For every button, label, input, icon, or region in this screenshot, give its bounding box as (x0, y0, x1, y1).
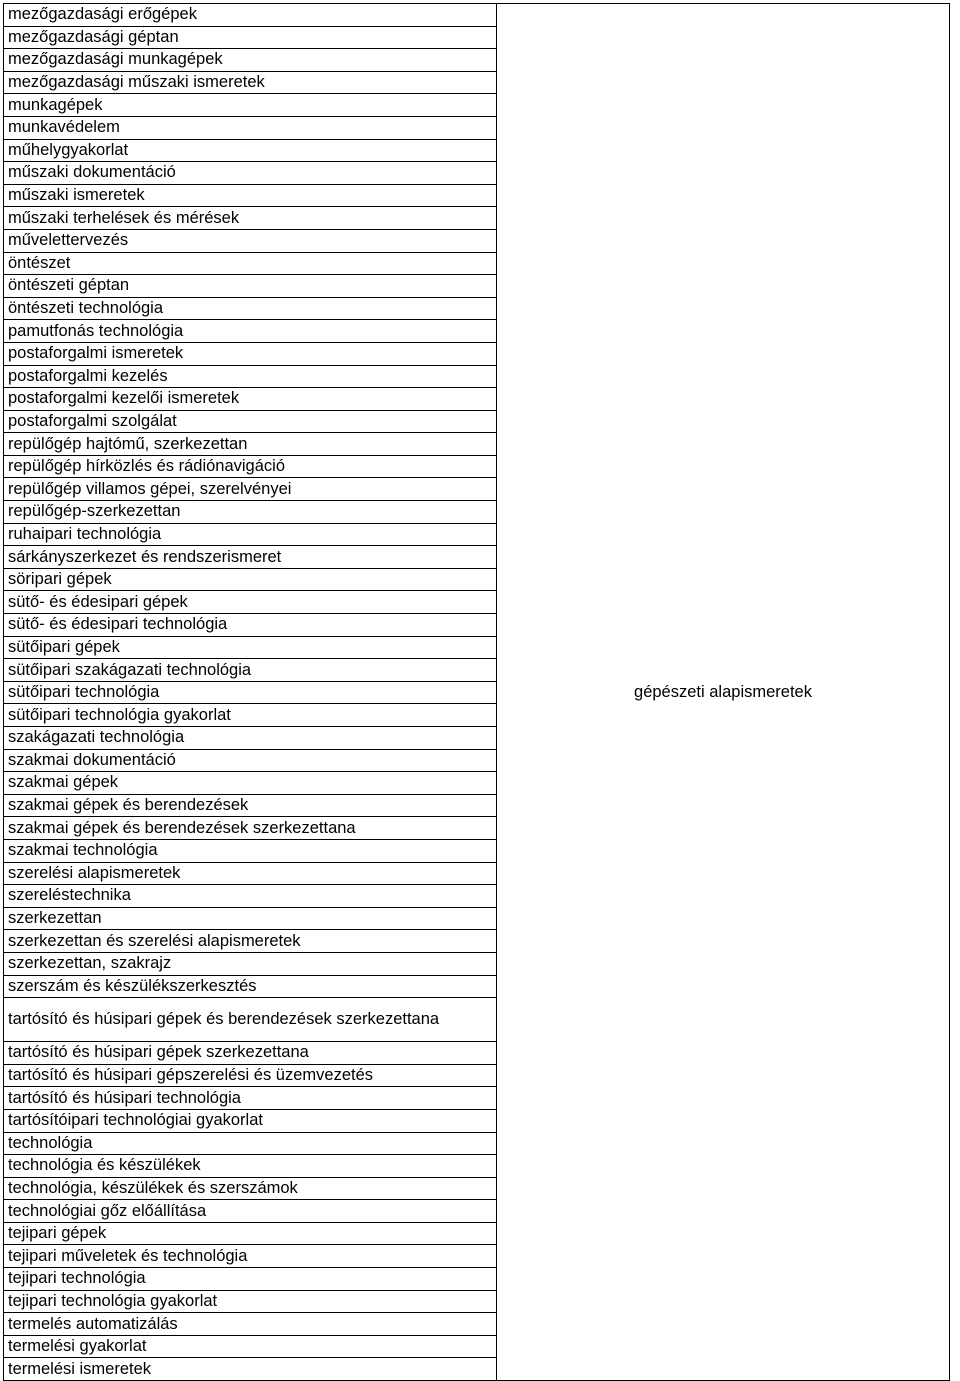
subject-cell: műszaki ismeretek (4, 184, 497, 207)
subject-cell: mezőgazdasági munkagépek (4, 49, 497, 72)
subject-cell: sütőipari technológia gyakorlat (4, 704, 497, 727)
subject-cell: termelési gyakorlat (4, 1335, 497, 1358)
subject-cell: szerelési alapismeretek (4, 862, 497, 885)
subject-cell: szerkezettan, szakrajz (4, 952, 497, 975)
subject-cell: szakágazati technológia (4, 727, 497, 750)
subject-cell: pamutfonás technológia (4, 320, 497, 343)
subject-cell: öntészeti technológia (4, 297, 497, 320)
subject-cell: technológia és készülékek (4, 1155, 497, 1178)
subject-cell: szakmai gépek és berendezések szerkezettana (4, 817, 497, 840)
subject-cell: mezőgazdasági műszaki ismeretek (4, 71, 497, 94)
subject-cell: művelettervezés (4, 229, 497, 252)
subject-cell: technológia, készülékek és szerszámok (4, 1177, 497, 1200)
subject-cell: mezőgazdasági géptan (4, 26, 497, 49)
subject-cell: postaforgalmi szolgálat (4, 410, 497, 433)
subject-cell: tartósító és húsipari gépszerelési és üzemvezetés (4, 1064, 497, 1087)
subject-cell: repülőgép hajtómű, szerkezettan (4, 433, 497, 456)
subject-cell: termelési ismeretek (4, 1358, 497, 1381)
subject-cell: tartósító és húsipari gépek és berendezések szerkezettana (4, 998, 497, 1042)
merged-category-cell (497, 4, 950, 1381)
subject-cell: postaforgalmi kezelői ismeretek (4, 388, 497, 411)
subject-cell: tejipari technológia gyakorlat (4, 1290, 497, 1313)
subject-cell: ruhaipari technológia (4, 523, 497, 546)
subject-cell: tartósító és húsipari gépek szerkezettana (4, 1042, 497, 1065)
subject-cell: tejipari technológia (4, 1268, 497, 1291)
subject-cell: szakmai dokumentáció (4, 749, 497, 772)
subject-cell: postaforgalmi ismeretek (4, 342, 497, 365)
table-row (4, 4, 950, 27)
subject-cell: műszaki terhelések és mérések (4, 207, 497, 230)
subject-cell: műhelygyakorlat (4, 139, 497, 162)
subject-cell: sütőipari szakágazati technológia (4, 659, 497, 682)
subject-cell: szerkezettan (4, 907, 497, 930)
subject-cell: munkavédelem (4, 116, 497, 139)
category-label: gépészeti alapismeretek (634, 682, 812, 701)
subject-cell: mezőgazdasági erőgépek (4, 4, 497, 27)
subject-cell: sütőipari gépek (4, 636, 497, 659)
subject-cell: sütő- és édesipari gépek (4, 591, 497, 614)
subject-cell: szakmai gépek és berendezések (4, 794, 497, 817)
subject-cell: technológia (4, 1132, 497, 1155)
subject-cell: repülőgép hírközlés és rádiónavigáció (4, 455, 497, 478)
subject-cell: szakmai technológia (4, 839, 497, 862)
subject-cell: munkagépek (4, 94, 497, 117)
subject-cell: műszaki dokumentáció (4, 162, 497, 185)
subject-cell: repülőgép villamos gépei, szerelvényei (4, 478, 497, 501)
subject-cell: tejipari gépek (4, 1222, 497, 1245)
subject-cell: szereléstechnika (4, 885, 497, 908)
subject-cell: repülőgép-szerkezettan (4, 501, 497, 524)
subject-cell: tejipari műveletek és technológia (4, 1245, 497, 1268)
subject-cell: tartósítóipari technológiai gyakorlat (4, 1109, 497, 1132)
subject-cell: söripari gépek (4, 568, 497, 591)
subject-cell: szerkezettan és szerelési alapismeretek (4, 930, 497, 953)
subject-cell: sárkányszerkezet és rendszerismeret (4, 546, 497, 569)
subject-cell: öntészet (4, 252, 497, 275)
subject-cell: tartósító és húsipari technológia (4, 1087, 497, 1110)
subject-cell: szakmai gépek (4, 772, 497, 795)
subject-cell: sütő- és édesipari technológia (4, 614, 497, 637)
subject-cell: postaforgalmi kezelés (4, 365, 497, 388)
subject-cell: termelés automatizálás (4, 1313, 497, 1336)
subject-cell: öntészeti géptan (4, 275, 497, 298)
subject-cell: technológiai gőz előállítása (4, 1200, 497, 1223)
table-body (4, 4, 950, 1381)
subject-table (3, 3, 950, 1381)
subject-cell: szerszám és készülékszerkesztés (4, 975, 497, 998)
subject-cell: sütőipari technológia (4, 681, 497, 704)
